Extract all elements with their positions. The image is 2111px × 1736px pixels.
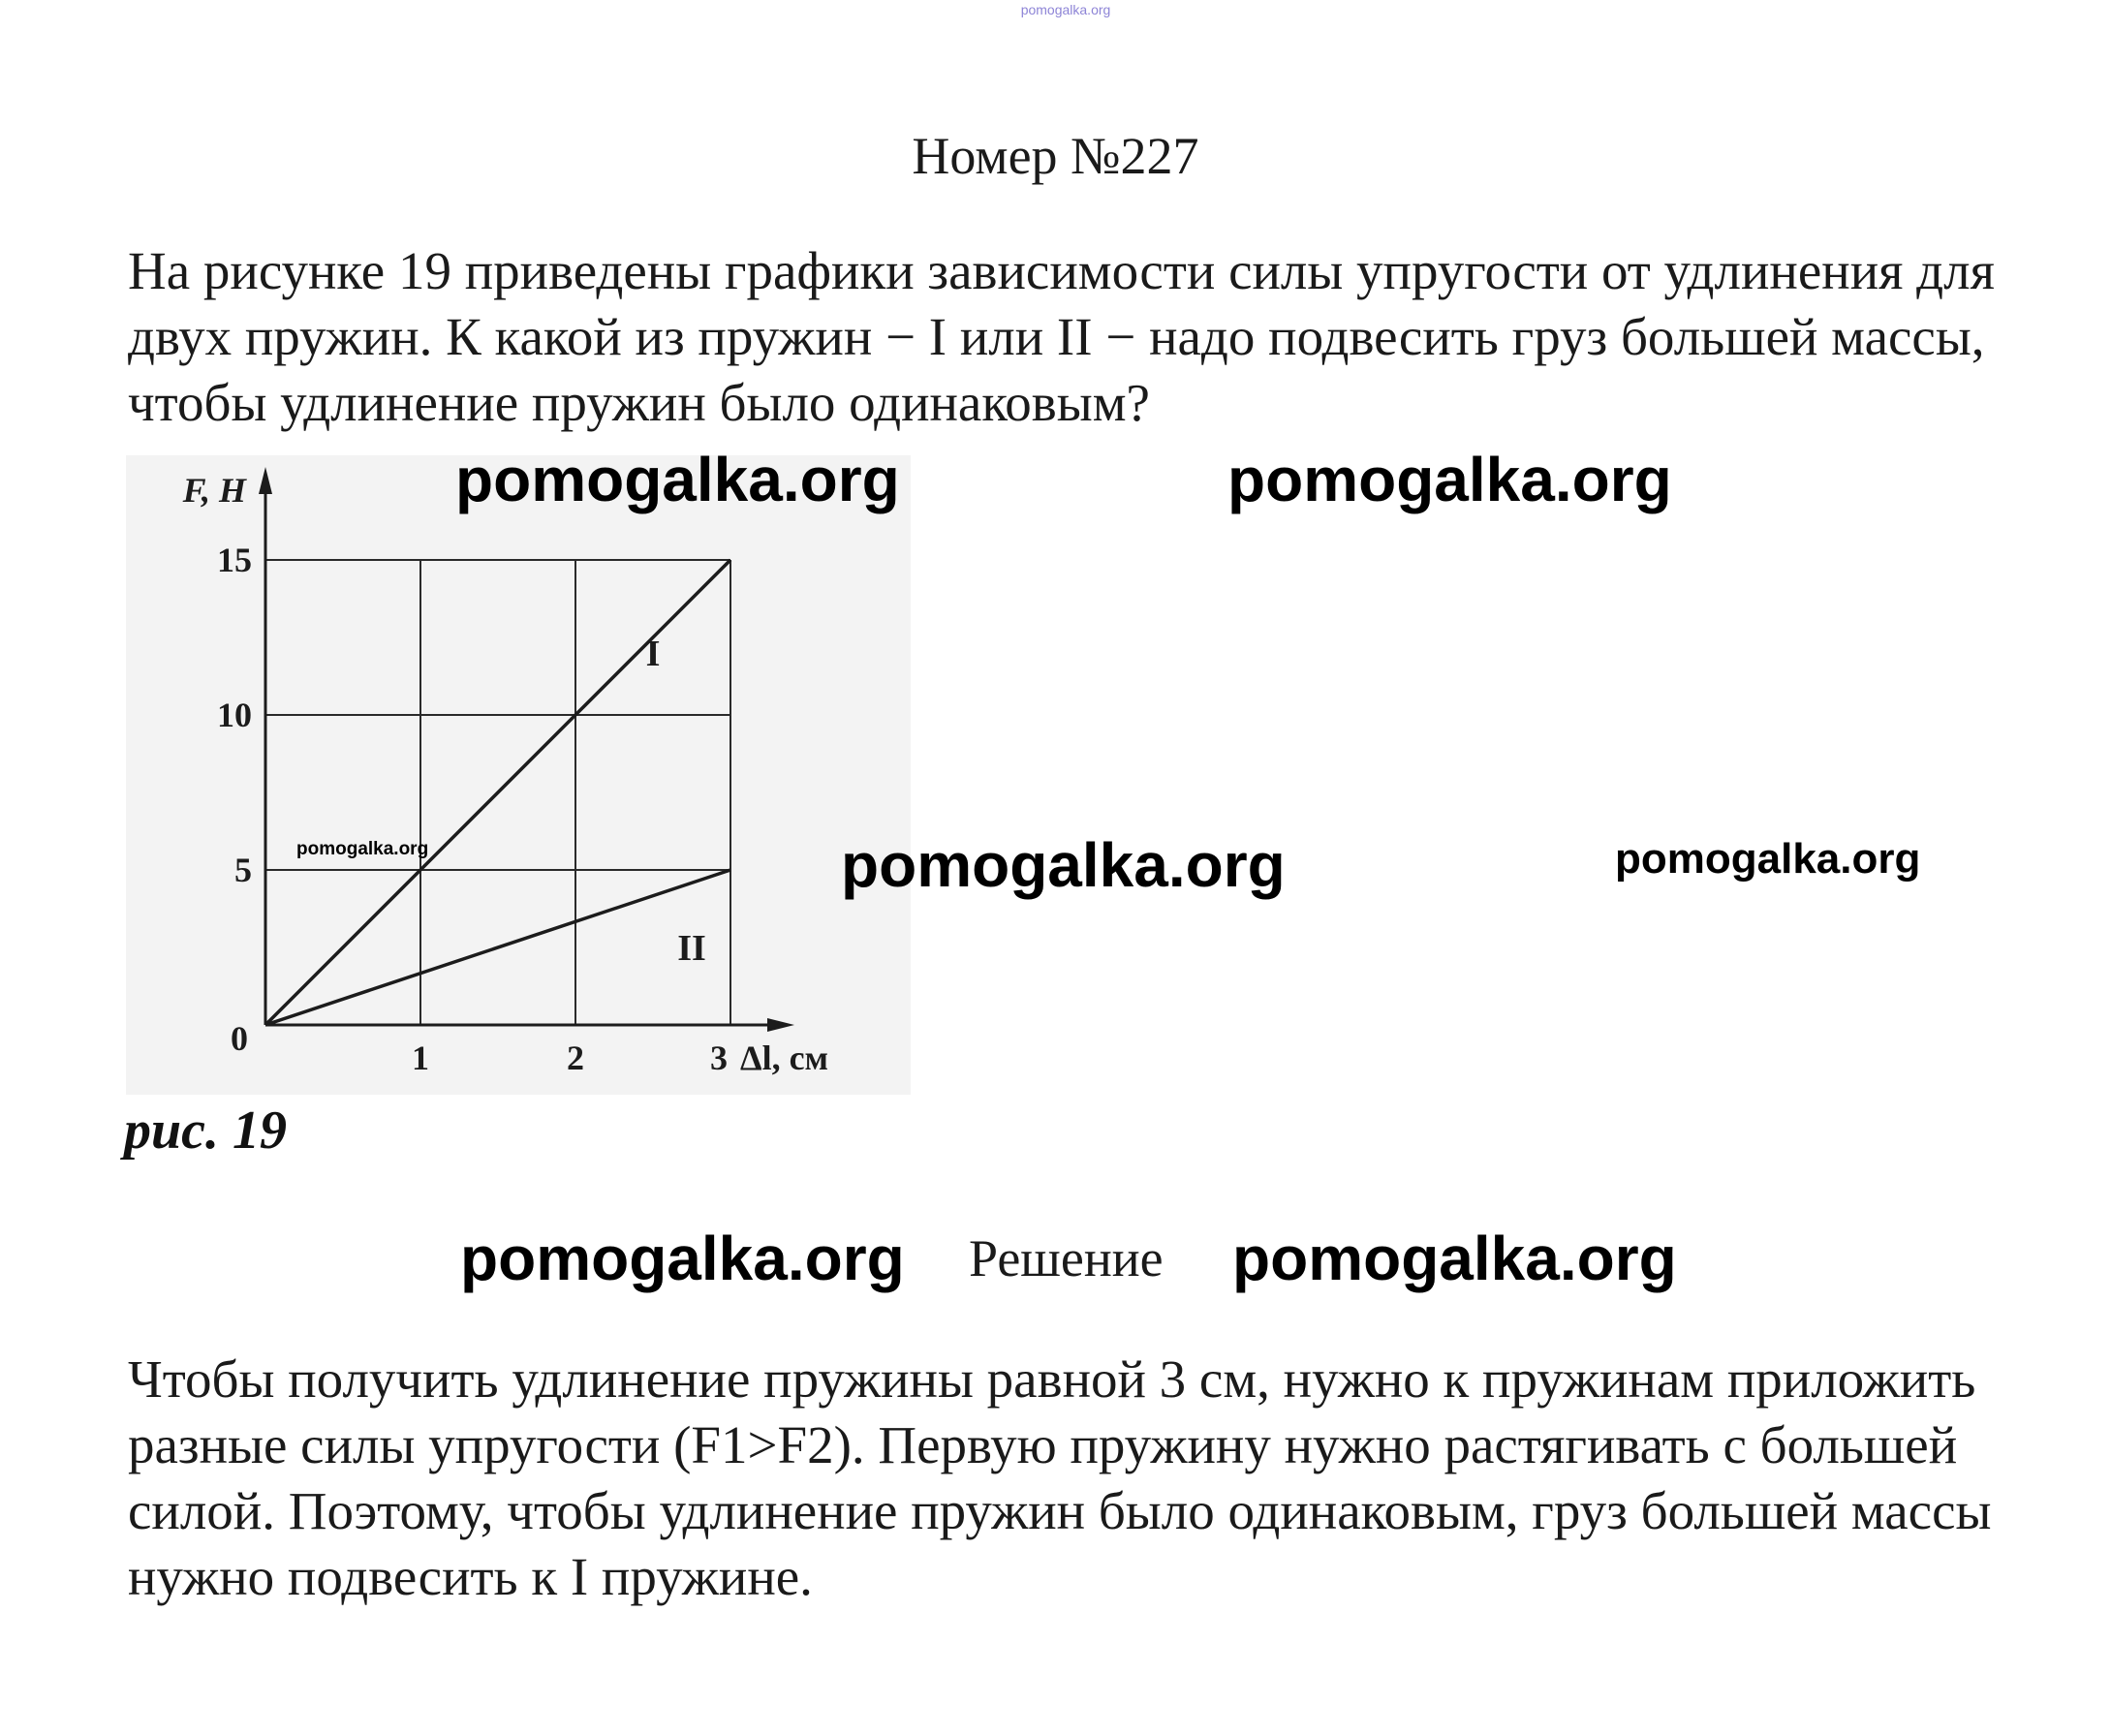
x-tick-label-3: 3 bbox=[710, 1038, 728, 1077]
watermark-7: pomogalka.org bbox=[1232, 1224, 1677, 1293]
watermark-6: pomogalka.org bbox=[460, 1224, 905, 1293]
figure-caption: рис. 19 bbox=[124, 1100, 287, 1161]
watermark-3: pomogalka.org bbox=[296, 839, 429, 859]
x-tick-label-1: 1 bbox=[412, 1038, 429, 1077]
watermark-1: pomogalka.org bbox=[455, 445, 900, 514]
question-text: На рисунке 19 приведены графики зависимости силы упругости от удлинения для двух пружин. К какой из пружин − I или II − надо подвесить груз большей массы, чтобы удлинение пружин было одинаковым? bbox=[128, 241, 1995, 432]
y-tick-label-5: 5 bbox=[234, 851, 252, 889]
page-title: Номер №227 bbox=[912, 127, 1199, 185]
y-tick-label-15: 15 bbox=[217, 541, 252, 579]
y-tick-label-10: 10 bbox=[217, 696, 252, 734]
solution-text: Чтобы получить удлинение пружины равной 3 см, нужно к пружинам приложить разные силы упругости (F1>F2). Первую пружину нужно растягивать с большей силой. Поэтому, чтобы удлинение пружин было одинаковым, груз большей массы нужно подвесить к I пружине. bbox=[128, 1349, 1992, 1606]
chart-svg bbox=[126, 455, 911, 1095]
solution-heading: Решение bbox=[969, 1229, 1164, 1287]
x-axis-label: Δl, см bbox=[740, 1038, 829, 1077]
series-label-II: II bbox=[677, 927, 706, 969]
figure-19-chart bbox=[126, 455, 911, 1095]
watermark-2: pomogalka.org bbox=[1227, 445, 1672, 514]
top-watermark: pomogalka.org bbox=[1020, 2, 1111, 17]
y-axis-label: F, Н bbox=[182, 471, 246, 510]
series-label-I: I bbox=[645, 633, 661, 674]
x-tick-label-2: 2 bbox=[567, 1038, 584, 1077]
watermark-4: pomogalka.org bbox=[841, 830, 1286, 900]
origin-label: 0 bbox=[231, 1019, 248, 1058]
watermark-5: pomogalka.org bbox=[1615, 835, 1921, 883]
